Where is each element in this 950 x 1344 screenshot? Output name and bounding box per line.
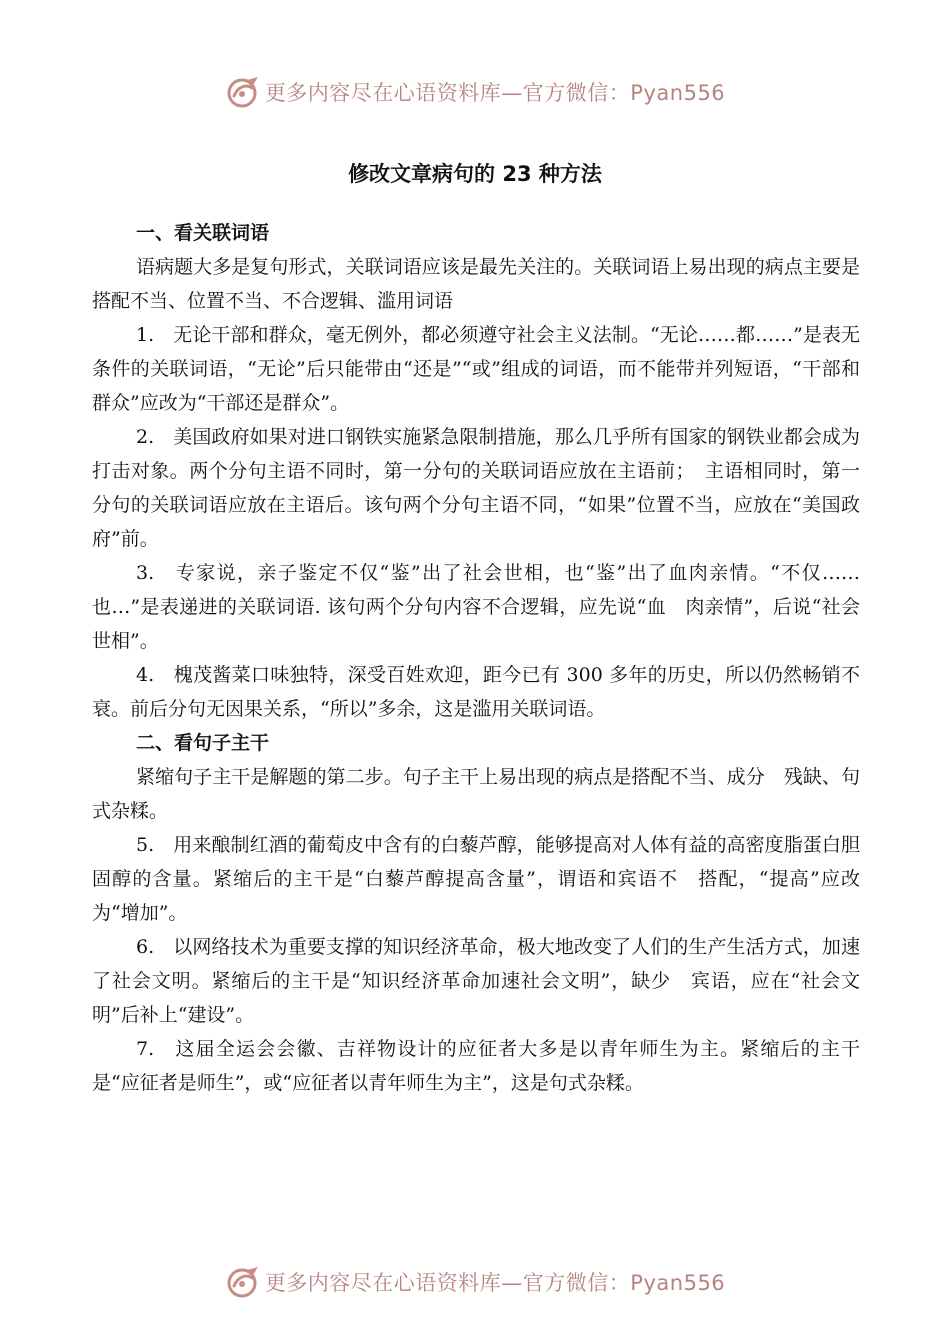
section-2 [92, 726, 860, 1100]
section-intro-paragraph: 语病题大多是复句形式，关联词语应该是最先关注的。关联词语上易出现的病点主要是搭配不当、位置不当、不合逻辑、滥用词语 [92, 256, 860, 312]
section-intro-paragraph: 紧缩句子主干是解题的第二步。句子主干上易出现的病点是搭配不当、成分 残缺、句式杂糅。 [92, 766, 860, 822]
example-paragraph-7: 7. 这届全运会会徽、吉祥物设计的应征者大多是以青年师生为主。紧缩后的主干是“应征者是师生”，或“应征者以青年师生为主”，这是句式杂糅。 [92, 1038, 860, 1094]
example-paragraph-3: 3. 专家说，亲子鉴定不仅“鉴”出了社会世相，也“鉴”出了血肉亲情。“不仅……也…”是表递进的关联词语. 该句两个分句内容不合逻辑，应先说“血 肉亲情”，后说“社会世相”。 [92, 562, 860, 652]
footer-watermark-text: 更多内容尽在心语资料库—官方微信：Pyan556 [264, 1271, 726, 1295]
header-watermark-text: 更多内容尽在心语资料库—官方微信：Pyan556 [264, 81, 726, 105]
example-paragraph-6: 6. 以网络技术为重要支撑的知识经济革命，极大地改变了人们的生产生活方式，加速了社会文明。紧缩后的主干是“知识经济革命加速社会文明”，缺少 宾语，应在“社会文明”后补上“建设”。 [92, 936, 860, 1026]
example-paragraph-1: 1. 无论干部和群众，毫无例外，都必须遵守社会主义法制。“无论……都……”是表无条件的关联词语，“无论”后只能带由“还是”“或”组成的词语，而不能带并列短语，“干部和群众”应改为“干部还是群众”。 [92, 324, 860, 414]
footer-watermark-banner [0, 1262, 950, 1302]
section-1 [92, 216, 860, 726]
example-paragraph-5: 5. 用来酿制红酒的葡萄皮中含有的白藜芦醇，能够提高对人体有益的高密度脂蛋白胆固醇的含量。紧缩后的主干是“白藜芦醇提高含量”，谓语和宾语不 搭配，“提高”应改为“增加”。 [92, 834, 860, 924]
section-heading: 二、看句子主干 [136, 732, 270, 754]
brand-logo-icon [225, 1264, 261, 1300]
document-title: 修改文章病句的 23 种方法 [348, 162, 602, 186]
document-body [92, 216, 860, 1100]
brand-logo-icon [225, 74, 261, 110]
example-paragraph-2: 2. 美国政府如果对进口钢铁实施紧急限制措施，那么几乎所有国家的钢铁业都会成为打击对象。两个分句主语不同时，第一分句的关联词语应放在主语前； 主语相同时，第一分句的关联词语应放在主语后。该句两个分句主语不同，“如果”位置不当，应放在“美国政府”前。 [92, 426, 860, 550]
example-paragraph-4: 4. 槐茂酱菜口味独特，深受百姓欢迎，距今已有 300 多年的历史，所以仍然畅销不衰。前后分句无因果关系，“所以”多余，这是滥用关联词语。 [92, 664, 860, 720]
header-watermark-banner [0, 72, 950, 112]
section-heading: 一、看关联词语 [136, 222, 270, 244]
